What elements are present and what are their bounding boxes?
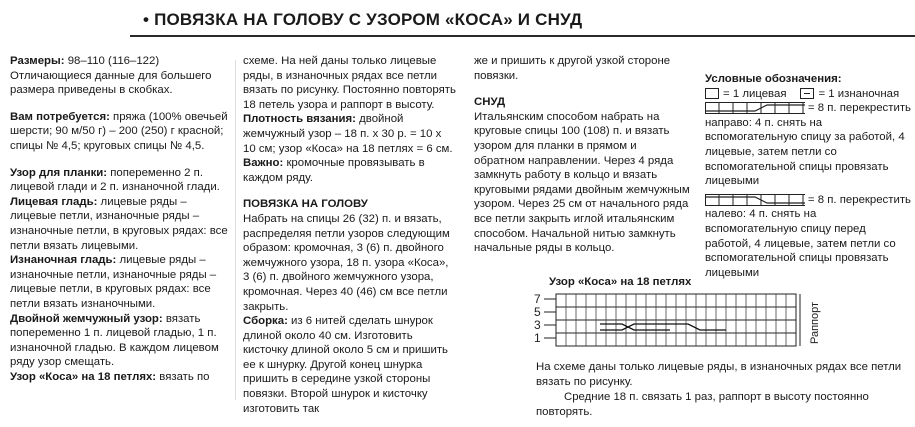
chart-note: [536, 360, 906, 420]
column-2: [243, 54, 457, 416]
chart-note-1: На схеме даны только лицевые ряды, в изнаночных рядах все петли вязать по рисунку.: [536, 361, 902, 388]
purl-symbol-icon: [800, 88, 814, 99]
cable-cross-marks: [600, 324, 726, 330]
column-divider: [235, 60, 236, 400]
headband-heading: ПОВЯЗКА НА ГОЛОВУ: [243, 198, 368, 211]
cross-left-row: [705, 193, 911, 208]
important-value: кромочные провязывать в каждом ряду.: [243, 157, 425, 184]
materials-paragraph: [10, 110, 228, 154]
assembly-continued: же и пришить к другой узкой стороне повязки.: [474, 55, 671, 82]
border-value: попеременно 2 п. лицевой глади и 2 п. изнаночной глади.: [10, 166, 220, 194]
title-rule: [130, 35, 915, 37]
headband-text: Набрать на спицы 26 (32) п. и вязать, распределяя петли узоров следующим образом: кромочная, 3 (6) п. двойного жемчужного узора, 18 п. узора «Коса», 3 (6) п. двойного жемчужного узора, кромочная. Через 40 (46) см все петли закрыть.: [243, 212, 450, 313]
cross-left-body: налево: 4 п. снять на вспомогательную спицу перед работой, 4 лицевые, затем петли со вспомогательной спицы провязать лицевыми: [705, 208, 896, 279]
legend: [705, 72, 911, 280]
column-1: [10, 54, 228, 384]
row-label-3: 3: [534, 318, 541, 332]
stocking-label: Лицевая гладь:: [10, 195, 98, 208]
chart-grid: [544, 294, 796, 346]
cross-left-head: = 8 п. перекрестить: [807, 193, 911, 206]
stocking-value: лицевые ряды – лицевые петли, изнаночные ряды – изнаночные петли, в круговых рядах: все петли вязать лицевыми.: [10, 195, 228, 252]
stocking-paragraph: [10, 195, 228, 253]
gauge-label: Плотность вязания:: [243, 113, 356, 126]
purl-label: = 1 изнаночная: [818, 87, 900, 100]
reverse-paragraph: [10, 253, 228, 311]
row-label-1: 1: [534, 331, 541, 345]
cross-right-head: = 8 п. перекрестить: [807, 102, 911, 115]
materials-label: Вам потребуется:: [10, 110, 110, 123]
legend-heading: Условные обозначения:: [705, 73, 842, 85]
assembly-paragraph: [243, 314, 457, 416]
knit-symbol-icon: [705, 88, 719, 99]
cable-value: вязать по: [156, 370, 210, 383]
border-label: Узор для планки:: [10, 166, 108, 179]
snood-text: Итальянским способом набрать на круговые спицы 100 (108) п. и вязать узором для планки в прямом и обратном направлении. Через 4 ряда замкнуть работу в кольцо и вязать круговыми рядами двойным жемчужным узором. Через 25 см от начального ряда все петли закрыть иглой итальянским способом. Начальной нитью замкнуть начальные ряды в кольцо.: [474, 110, 690, 255]
repeat-label: Раппорт: [809, 301, 821, 344]
cable-chart: [530, 288, 830, 350]
gauge-value: двойной жемчужный узор – 18 п. х 30 р. = 10 х 10 см; узор «Коса» на 18 петлях = 6 см.: [243, 113, 453, 155]
materials-value: пряжа (100% овечьей шерсти; 90 м/50 г) – 200 (250) г красной; спицы № 4,5; круговых спицы № 4,5.: [10, 110, 228, 152]
assembly-label: Сборка:: [243, 315, 288, 328]
snood-heading: СНУД: [474, 96, 506, 109]
sizes-note: Отличающиеся данные для большего размера приведены в скобках.: [10, 69, 212, 97]
important-label: Важно:: [243, 157, 284, 170]
cable-cross-left-icon: [705, 194, 805, 206]
chart-title: Узор «Коса» на 18 петлях: [549, 276, 692, 288]
chart-note-2: Средние 18 п. связать 1 раз, раппорт в высоту постоянно повторять.: [536, 391, 869, 418]
moss-paragraph: [10, 312, 228, 370]
moss-label: Двойной жемчужный узор:: [10, 312, 163, 325]
assembly-value: из 6 нитей сделать шнурок длиной около 40 см. Изготовить кисточку длиной около 5 см и пришить ее к шнурку. Другой конец шнурка пришить в середине узкой стороны повязки. Второй шнурок и кисточку изготовить так: [243, 315, 448, 415]
cable-paragraph: [10, 370, 228, 385]
page-title: • ПОВЯЗКА НА ГОЛОВУ С УЗОРОМ «КОСА» И СНУД: [143, 10, 583, 29]
row-label-5: 5: [534, 305, 541, 319]
cable-cross-right-icon: [705, 102, 805, 114]
sizes-value: 98–110 (116–122): [64, 55, 160, 67]
reverse-value: лицевые ряды – изнаночные петли, изнаночные ряды – лицевые петли, в круговых рядах: все петли вязать изнаночными.: [10, 254, 217, 310]
row-label-7: 7: [534, 292, 541, 306]
knit-label: = 1 лицевая: [723, 87, 787, 100]
cross-right-row: [705, 101, 911, 116]
cable-continued: схеме. На ней даны только лицевые ряды, в изнаночных рядах все петли вязать по рисунку. Постоянно повторять 18 петель узора и раппорт в высоту.: [243, 55, 456, 111]
column-3: [474, 54, 690, 256]
border-paragraph: [10, 166, 228, 195]
moss-value: вязать попеременно 1 п. лицевой гладью, 1 п. изнаночной гладью. В каждом лицевом ряду узор смещать.: [10, 312, 219, 369]
sizes-paragraph: [10, 54, 228, 69]
important-paragraph: [243, 156, 457, 185]
reverse-label: Изнаночная гладь:: [10, 254, 117, 267]
sizes-label: Размеры:: [10, 55, 65, 67]
cross-right-body: направо: 4 п. снять на вспомогательную спицу за работой, 4 лицевые, затем петли со вспомогательной спицы провязать лицевыми: [705, 116, 905, 188]
gauge-paragraph: [243, 112, 457, 156]
cable-label: Узор «Коса» на 18 петлях:: [10, 370, 157, 383]
legend-symbols-row: [705, 87, 911, 102]
